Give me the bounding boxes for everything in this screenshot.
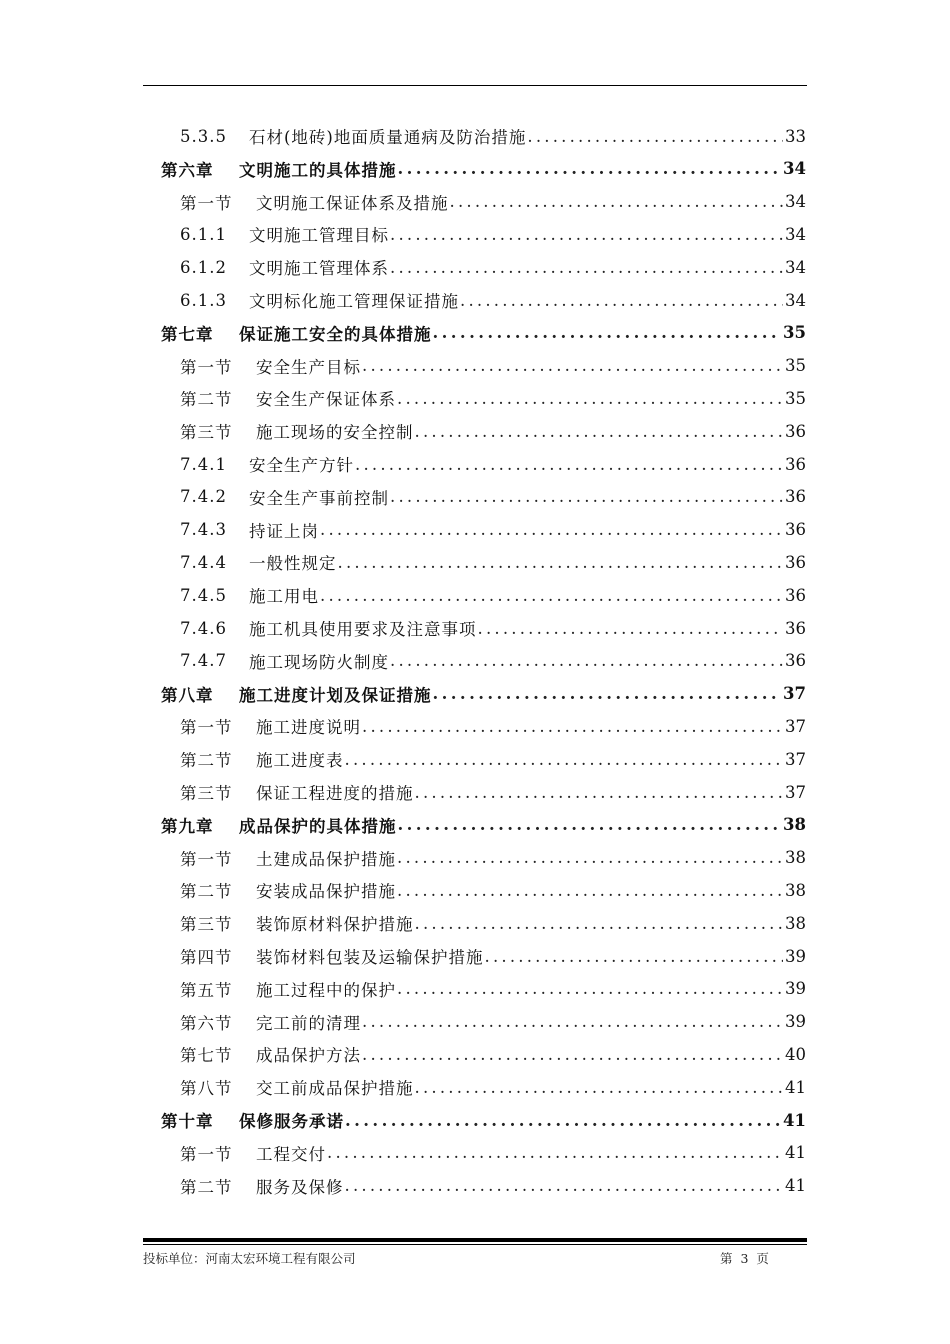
toc-entry-title: 土建成品保护措施 — [256, 849, 396, 869]
toc-dot-leader — [390, 487, 783, 506]
toc-entry-page: 41 — [785, 1176, 806, 1196]
toc-dot-leader — [398, 159, 782, 178]
footer-company: 投标单位：河南太宏环境工程有限公司 — [143, 1251, 356, 1266]
toc-dot-leader — [527, 127, 783, 146]
toc-dot-leader — [415, 914, 784, 933]
toc-dot-leader — [415, 783, 784, 802]
toc-entry-title: 服务及保修 — [256, 1177, 344, 1197]
toc-subsection-entry[interactable] — [180, 284, 806, 316]
toc-entry-number: 第三节 — [180, 423, 233, 443]
toc-section-entry[interactable] — [180, 743, 806, 775]
toc-section-entry[interactable] — [180, 973, 806, 1005]
toc-entry-page: 34 — [785, 257, 806, 277]
toc-dot-leader — [390, 651, 783, 670]
toc-subsection-entry[interactable] — [180, 448, 806, 480]
toc-entry-page: 38 — [783, 815, 806, 835]
toc-entry-number: 第二节 — [180, 390, 233, 410]
toc-entry-page: 36 — [785, 520, 806, 540]
toc-section-entry[interactable] — [180, 186, 806, 218]
toc-entry-number: 6.1.3 — [180, 290, 227, 310]
toc-entry-number: 第三节 — [180, 784, 233, 803]
toc-entry-title: 施工机具使用要求及注意事项 — [249, 620, 477, 639]
toc-entry-page: 39 — [785, 979, 806, 999]
toc-entry-number: 第九章 — [161, 816, 214, 836]
toc-entry-number: 第四节 — [180, 948, 233, 967]
toc-entry-number: 第一节 — [180, 718, 233, 738]
toc-dot-leader — [362, 1012, 783, 1031]
toc-entry-number: 第七节 — [180, 1046, 233, 1066]
toc-entry-title: 施工用电 — [249, 587, 319, 607]
toc-entry-title: 持证上岗 — [249, 521, 319, 541]
toc-subsection-entry[interactable] — [180, 612, 806, 644]
toc-dot-leader — [345, 750, 784, 769]
toc-entry-page: 39 — [785, 946, 806, 966]
toc-section-entry[interactable] — [180, 874, 806, 906]
toc-section-entry[interactable] — [180, 382, 806, 414]
toc-dot-leader — [485, 947, 784, 966]
toc-entry-title: 文明施工的具体措施 — [239, 160, 397, 180]
toc-entry-number: 第六节 — [180, 1013, 233, 1033]
toc-entry-page: 38 — [785, 913, 806, 933]
toc-dot-leader — [397, 389, 783, 408]
toc-dot-leader — [433, 323, 782, 342]
toc-entry-number: 第二节 — [180, 751, 233, 771]
toc-subsection-entry[interactable] — [180, 645, 806, 677]
toc-section-entry[interactable] — [180, 1137, 806, 1169]
toc-section-entry[interactable] — [180, 940, 806, 972]
toc-dot-leader — [398, 815, 782, 834]
toc-entry-number: 第二节 — [180, 1177, 233, 1197]
toc-entry-page: 35 — [785, 356, 806, 376]
toc-entry-number: 第一节 — [180, 193, 233, 213]
toc-dot-leader — [390, 258, 783, 277]
toc-entry-page: 36 — [785, 618, 806, 638]
toc-entry-title: 成品保护方法 — [256, 1046, 361, 1066]
toc-entry-title: 完工前的清理 — [256, 1013, 361, 1033]
toc-dot-leader — [362, 1045, 783, 1064]
toc-entry-number: 第二节 — [180, 882, 233, 902]
toc-dot-leader — [390, 225, 783, 244]
toc-entry-page: 37 — [783, 684, 806, 704]
toc-entry-page: 38 — [785, 848, 806, 868]
toc-section-entry[interactable] — [180, 1071, 806, 1103]
toc-entry-title: 施工进度计划及保证措施 — [239, 685, 432, 705]
toc-entry-number: 第十章 — [161, 1112, 214, 1131]
toc-entry-number: 7.4.7 — [180, 651, 227, 671]
toc-dot-leader — [433, 684, 782, 703]
toc-section-entry[interactable] — [180, 350, 806, 382]
toc-entry-number: 7.4.6 — [180, 618, 227, 638]
toc-entry-title: 安全生产目标 — [256, 357, 361, 377]
toc-dot-leader — [362, 356, 783, 375]
toc-entry-title: 装饰原材料保护措施 — [256, 915, 414, 935]
toc-entry-page: 36 — [785, 421, 806, 441]
toc-entry-number: 第三节 — [180, 915, 233, 935]
toc-entry-number: 5.3.5 — [180, 126, 227, 146]
toc-section-entry[interactable] — [180, 842, 806, 874]
toc-entry-page: 36 — [785, 585, 806, 605]
toc-entry-page: 36 — [785, 552, 806, 572]
toc-dot-leader — [415, 422, 784, 441]
toc-entry-title: 施工现场防火制度 — [249, 652, 389, 672]
toc-entry-title: 交工前成品保护措施 — [256, 1079, 414, 1099]
toc-entry-title: 保修服务承诺 — [239, 1112, 344, 1131]
toc-entry-page: 34 — [785, 290, 806, 310]
toc-entry-page: 37 — [785, 716, 806, 736]
toc-subsection-entry[interactable] — [180, 481, 806, 513]
toc-entry-title: 文明标化施工管理保证措施 — [249, 292, 459, 311]
toc-entry-title: 文明施工保证体系及措施 — [256, 193, 449, 213]
toc-section-entry[interactable] — [180, 1170, 806, 1202]
toc-entry-number: 第七章 — [161, 324, 214, 344]
toc-section-entry[interactable] — [180, 1038, 806, 1070]
toc-dot-leader — [338, 553, 784, 572]
toc-entry-number: 第五节 — [180, 980, 233, 1000]
toc-dot-leader — [355, 455, 783, 474]
toc-dot-leader — [345, 1176, 784, 1195]
toc-entry-page: 34 — [785, 192, 806, 212]
toc-entry-page: 36 — [785, 487, 806, 507]
toc-chapter-entry[interactable] — [161, 678, 806, 710]
toc-entry-page: 34 — [785, 224, 806, 244]
toc-entry-page: 35 — [783, 323, 806, 343]
toc-entry-page: 40 — [785, 1044, 806, 1064]
toc-entry-page: 36 — [785, 454, 806, 474]
toc-subsection-entry[interactable] — [180, 546, 806, 578]
toc-entry-number: 7.4.2 — [180, 487, 227, 507]
toc-entry-title: 文明施工管理体系 — [249, 259, 389, 279]
toc-chapter-entry[interactable] — [161, 809, 806, 841]
toc-entry-title: 一般性规定 — [249, 554, 337, 574]
toc-dot-leader — [320, 586, 783, 605]
toc-chapter-entry[interactable] — [161, 317, 806, 349]
toc-entry-number: 7.4.3 — [180, 520, 227, 540]
toc-dot-leader — [415, 1078, 784, 1097]
footer-page-number: 第 3 页 — [720, 1251, 769, 1266]
toc-entry-title: 安装成品保护措施 — [256, 882, 396, 902]
toc-entry-title: 安全生产事前控制 — [249, 488, 389, 508]
toc-subsection-entry[interactable] — [180, 514, 806, 546]
toc-entry-number: 第六章 — [161, 160, 214, 180]
toc-entry-number: 7.4.4 — [180, 552, 227, 572]
toc-subsection-entry[interactable] — [180, 579, 806, 611]
toc-subsection-entry[interactable] — [180, 218, 806, 250]
toc-subsection-entry[interactable] — [180, 251, 806, 283]
toc-section-entry[interactable] — [180, 776, 806, 808]
toc-entry-title: 安全生产方针 — [249, 456, 354, 475]
toc-section-entry[interactable] — [180, 710, 806, 742]
header-rule — [143, 85, 807, 86]
toc-section-entry[interactable] — [180, 907, 806, 939]
toc-entry-title: 成品保护的具体措施 — [239, 816, 397, 836]
toc-entry-title: 施工进度说明 — [256, 718, 361, 738]
toc-entry-page: 41 — [785, 1077, 806, 1097]
toc-entry-page: 37 — [785, 749, 806, 769]
toc-entry-number: 第一节 — [180, 1144, 233, 1164]
toc-dot-leader — [450, 192, 784, 211]
toc-entry-page: 33 — [785, 126, 806, 146]
toc-dot-leader — [478, 619, 784, 638]
toc-entry-title: 装饰材料包装及运输保护措施 — [256, 948, 484, 967]
toc-entry-title: 文明施工管理目标 — [249, 226, 389, 246]
toc-entry-number: 6.1.2 — [180, 257, 227, 277]
toc-dot-leader — [327, 1143, 783, 1162]
toc-dot-leader — [345, 1111, 781, 1130]
toc-dot-leader — [397, 979, 783, 998]
toc-entry-number: 第一节 — [180, 849, 233, 869]
toc-entry-number: 第一节 — [180, 357, 233, 377]
toc-entry-number: 第八章 — [161, 685, 214, 705]
toc-entry-number: 7.4.1 — [180, 454, 227, 474]
toc-entry-title: 工程交付 — [256, 1144, 326, 1164]
toc-section-entry[interactable] — [180, 1006, 806, 1038]
toc-entry-number: 第八节 — [180, 1079, 233, 1099]
toc-entry-page: 34 — [783, 159, 806, 179]
toc-section-entry[interactable] — [180, 415, 806, 447]
toc-dot-leader — [460, 291, 783, 310]
toc-entry-title: 施工现场的安全控制 — [256, 423, 414, 443]
toc-entry-page: 39 — [785, 1012, 806, 1032]
toc-entry-page: 35 — [785, 388, 806, 408]
toc-entry-page: 41 — [783, 1110, 806, 1130]
toc-entry-page: 41 — [785, 1143, 806, 1163]
toc-entry-title: 保证施工安全的具体措施 — [239, 324, 432, 344]
toc-entry-page: 37 — [785, 782, 806, 802]
toc-dot-leader — [320, 520, 783, 539]
toc-entry-title: 施工进度表 — [256, 751, 344, 771]
toc-chapter-entry[interactable] — [161, 153, 806, 185]
toc-entry-title: 保证工程进度的措施 — [256, 784, 414, 803]
toc-dot-leader — [362, 717, 783, 736]
toc-entry-title: 安全生产保证体系 — [256, 390, 396, 410]
toc-chapter-entry[interactable] — [161, 1104, 806, 1136]
page-footer — [143, 1249, 807, 1269]
toc-entry-number: 6.1.1 — [180, 224, 227, 244]
toc-entry-title: 石材(地砖)地面质量通病及防治措施 — [249, 128, 527, 147]
toc-entry-page: 36 — [785, 651, 806, 671]
toc-entry-title: 施工过程中的保护 — [256, 980, 396, 1000]
toc-dot-leader — [397, 848, 783, 867]
footer-rule-thick — [143, 1238, 807, 1242]
toc-dot-leader — [397, 881, 783, 900]
toc-entry-number: 7.4.5 — [180, 585, 227, 605]
toc-subsection-entry[interactable] — [180, 120, 806, 152]
footer-rule-thin — [143, 1244, 807, 1245]
toc-entry-page: 38 — [785, 880, 806, 900]
